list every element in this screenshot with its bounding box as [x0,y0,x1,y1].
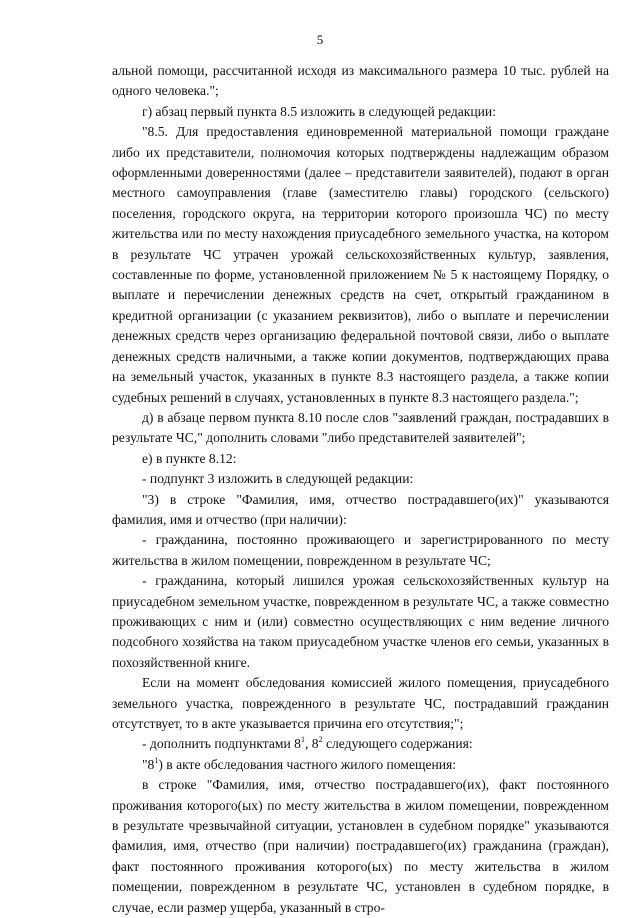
text-fragment: следующего содержания: [322,736,473,752]
paragraph-list-item-crop-loss: - гражданина, который лишился урожая сельскохозяйственных культур на приусадебном земельном участке, поврежденном в результате ЧС, а также совместно проживающих с ним и (или) совместно осуществляющих с ним ведение личного подсобного хозяйства на таком приусадебном участке членов его семьи, указанных в похозяйственной книге. [112,573,609,670]
paragraph-field-description: в строке "Фамилия, имя, отчество пострадавшего(их), факт постоянного проживания которого(ых) по месту жительства в жилом помещении, поврежденном в результате чрезвычайной ситуации, установлен в судебном порядке" указываются фамилия, имя, отчество (при наличии) пострадавшего(их) гражданина (граждан), факт постоянного проживания которого(ых) по месту жительства в жилом помещении, поврежденном в результате ЧС, установлен в судебном порядке, в случае, если размер ущерба, указанный в стро- [112,777,609,915]
text-fragment: ) в акте обследования частного жилого помещения: [158,756,457,772]
page-number: 5 [316,32,324,47]
paragraph-amendment-g: г) абзац первый пункта 8.5 изложить в следующей редакции: [142,103,496,119]
paragraph-clause-8-5: "8.5. Для предоставления единовременной материальной помощи граждане либо их представители, полномочия которых подтверждены надлежащим образом оформленными доверенностями (далее – представители заявителей), подают в орган местного самоуправления (главе (заместителю главы) городского (сельского) поселения, городского округа, на территории которого произошла ЧС) по месту жительства или по месту нахождения приусадебного земельного участка, на котором в результате ЧС утрачен урожай сельскохозяйственных культур, заявления, составленные по форме, установленной приложением № 5 к настоящему Порядку, о выплате и перечислении денежных средств на счет, открытый гражданином в кредитной организации (с указанием реквизитов), либо о выплате и перечислении денежных средств через организацию федеральной почтовой связи, либо о выплате денежных средств наличными, а также копии документов, подтверждающих права на земельный участок, указанных в пункте 8.3 настоящего раздела, а также копии судебных решений в случаях, установленных в пункте 8.3 настоящего раздела."; [112,124,609,405]
document-body [112,61,609,918]
paragraph-subclause-8-1 [112,755,609,775]
text-fragment: - дополнить подпунктами 8 [142,736,301,752]
text-fragment: , 8 [304,736,319,752]
text-fragment: "8 [142,756,155,772]
paragraph-absence-rule: Если на момент обследования комиссией жилого помещения, приусадебного земельного участка, поврежденного в результате ЧС, пострадавший гражданин отсутствует, то в акте указывается причина его отсутствия;"; [112,675,609,731]
paragraph-list-item-resident: - гражданина, постоянно проживающего и зарегистрированного по месту жительства в жилом помещении, поврежденном в результате ЧС; [112,532,609,568]
paragraph-subclause-3: "3) в строке "Фамилия, имя, отчество пострадавшего(их)" указываются фамилия, имя и отчество (при наличии): [112,491,609,527]
paragraph-amendment-e: е) в пункте 8.12: [142,450,237,466]
paragraph-subclause-3-intro: - подпункт 3 изложить в следующей редакции: [142,471,414,487]
superscript: 1 [154,755,159,765]
paragraph-continuation: альной помощи, рассчитанной исходя из максимального размера 10 тыс. рублей на одного человека."; [112,63,609,99]
superscript: 1 [300,735,305,745]
paragraph-amendment-d: д) в абзаце первом пункта 8.10 после слов "заявлений граждан, пострадавших в результате ЧС," дополнить словами "либо представителей заявителей"; [112,409,609,446]
superscript: 2 [318,735,323,745]
paragraph-add-subclauses [112,734,609,754]
